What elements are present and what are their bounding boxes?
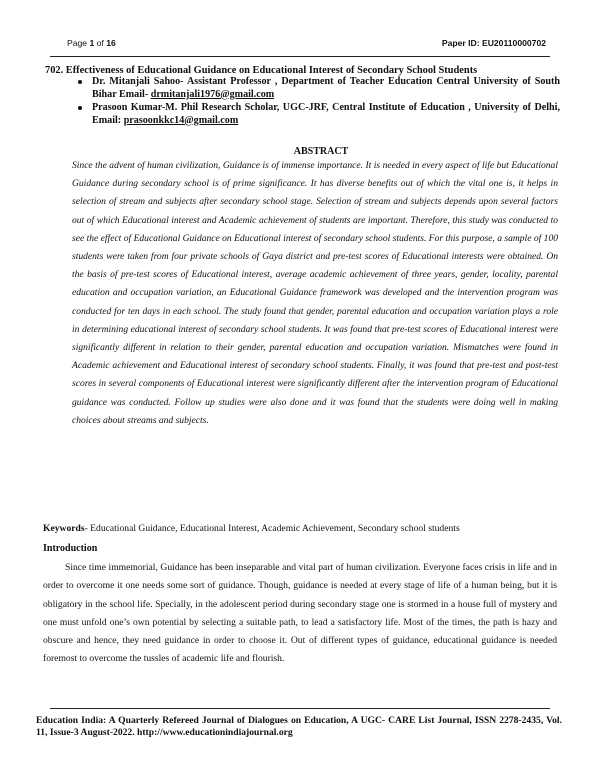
abstract-heading: ABSTRACT [293, 146, 349, 157]
paper-title: 702. Effectiveness of Educational Guidance on Educational Interest of Secondary School Students [45, 65, 478, 76]
keywords-label: Keywords [43, 523, 85, 534]
author-email-link[interactable]: drmitanjali1976@gmail.com [150, 88, 275, 100]
keywords-text: - Educational Guidance, Educational Interest, Academic Achievement, Secondary school students [84, 523, 460, 534]
paper-id: Paper ID: EU20110000702 [441, 38, 546, 48]
introduction-heading: Introduction [43, 543, 98, 554]
author-email-link[interactable]: prasoonkkc14@gmail.com [123, 114, 239, 126]
author-item [92, 76, 560, 101]
page-number: Page 1 of 16 [67, 38, 116, 48]
abstract-body: Since the advent of human civilization, Guidance is of immense importance. It is needed in every aspect of life but Educational Guidance during secondary school is of prime significance. It has diverse benefits out of which the vital one is, it helps in selection of stream and subjects after secondary school stage. Selection of stream and subjects depends upon several factors out of which Educational interest and Academic achievement of students are important. Therefore, this study was conducted to see the effect of Educational Guidance on Educational interest of secondary school students. For this purpose, a sample of 100 students were taken from four private schools of Gaya district and pre-test scores of Educational interests were obtained. On the basis of pre-test scores of Educational interest, average academic achievement of three years, gender, locality, parental education and occupation variation, an Educational Guidance framework was developed and the intervention program was conducted for ten days in each school. The study found that gender, parental education and occupation variation plays a role in determining educational interest of secondary school students. It was found that pre-test scores of Educational interest were significantly different in relation to their gender, parental education and occupation variation. Mismatches were found in Academic achievement and Educational interest of secondary school students. Finally, it was found that pre-test and post-test scores in several components of Educational interest were significantly different after the intervention program of Educational guidance was conducted. Follow up studies were also done and it was found that the students were doing well in making choices about streams and subjects. [72, 160, 558, 426]
keywords [43, 523, 560, 535]
header-divider [50, 56, 550, 57]
introduction-body: Since time immemorial, Guidance has been inseparable and vital part of human civilization. Everyone faces crisis in life and in order to overcome it one needs some sort of guidance. Though, guidance is needed at every stage of life of a human being, but it is obligatory in the school life. Specially, in the adolescent period during secondary stage one is stormed in a house full of mystery and one must unfold one’s own potential by selecting a suitable path, to lead a satisfactory life. Most of the times, the path is hazy and obscure and hence, they need guidance in order to choose it. Out of different types of guidance, educational guidance is needed foremost to overcome the tussles of academic life and flourish. [43, 562, 557, 665]
author-item [92, 102, 560, 127]
page-header [67, 38, 546, 52]
author-affiliation: Dr. Mitanjali Sahoo- Assistant Professor , Department of Teacher Education Central University of South Bihar Email- [92, 76, 560, 100]
footer-divider [50, 708, 550, 709]
journal-footer: Education India: A Quarterly Refereed Journal of Dialogues on Education, A UGC- CARE List Journal, ISSN 2278-2435, Vol. 11, Issue-3 August-2022. http://www.educationindiajournal.org [36, 715, 562, 738]
author-list [92, 76, 560, 128]
author-affiliation: Prasoon Kumar-M. Phil Research Scholar, UGC-JRF, Central Institute of Education , University of Delhi, Email: [92, 102, 560, 126]
